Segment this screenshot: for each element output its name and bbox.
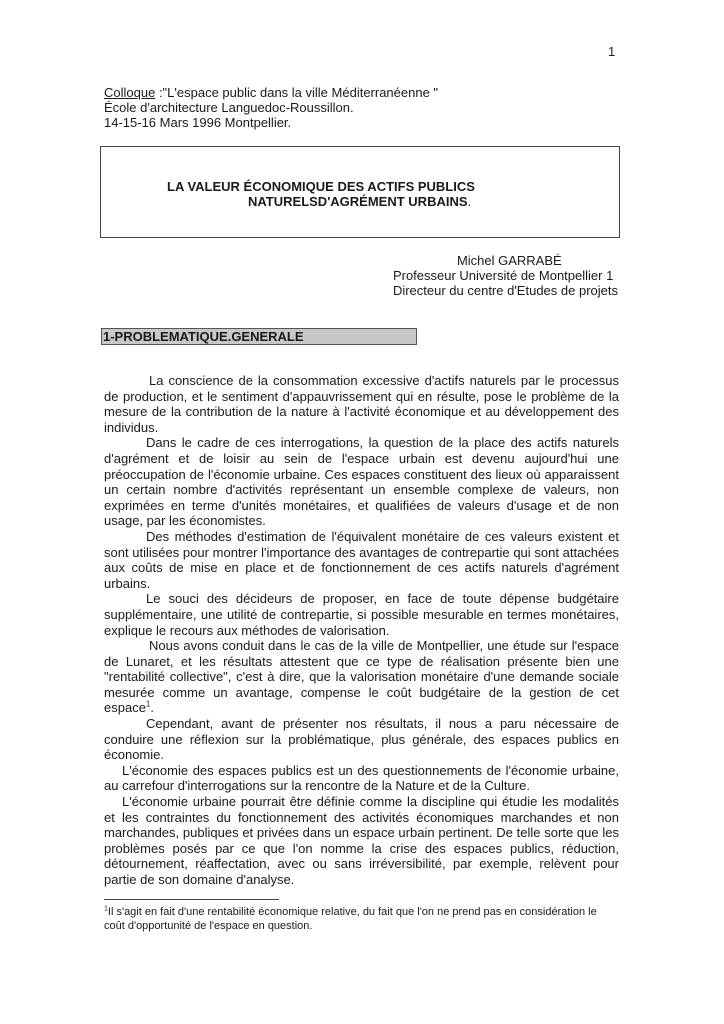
title-line-2-text: NATURELSD'AGRÉMENT URBAINS xyxy=(248,194,468,209)
paragraph: L'économie des espaces publics est un des questionnements de l'économie urbaine, au carrefour d'interrogations sur la rencontre de la Nature et de la Culture. xyxy=(104,762,619,794)
paragraph: L'économie urbaine pourrait être définie comme la discipline qui étudie les modalités et les contraintes du fonctionnement des activités économiques marchandes et non marchandes, publiques et privées dans un espace urbain pertinent. De telle sorte que les problèmes posés par ce que l'on nomme la crise des espaces publics, réduction, détournement, réaffectation, avec ou sans irréversibilité, par exemple, relèvent pour partie de son domaine d'analyse. xyxy=(104,794,619,887)
title-line-1: LA VALEUR ÉCONOMIQUE DES ACTIFS PUBLICS xyxy=(167,179,475,194)
paragraph: Dans le cadre de ces interrogations, la question de la place des actifs naturels d'agrément et de loisir au sein de l'espace urbain est devenu aujourd'hui une préoccupation de l'économie urbaine. Ces espaces constituent des lieux où apparaissent un certain nombre d'activités représentant un ensemble complexe de valeurs, non exprimées en terme d'unités monétaires, et qualifiées de valeurs d'usage et de non usage, par les économistes. xyxy=(104,435,619,529)
paragraph: Cependant, avant de présenter nos résultats, il nous a paru nécessaire de conduire une réflexion sur la problématique, plus générale, des espaces publics en économie. xyxy=(104,716,619,763)
paragraph: La conscience de la consommation excessive d'actifs naturels par le processus de production, et le sentiment d'appauvrissement qui en résulte, pose le problème de la mesure de la contribution de la nature à l'activité économique et au développement des individus. xyxy=(104,373,619,435)
conference-header xyxy=(104,85,438,130)
title-box xyxy=(100,146,620,238)
conference-line xyxy=(104,85,438,100)
body-text xyxy=(104,373,619,888)
school-line: École d'architecture Languedoc-Roussillon. xyxy=(104,100,354,115)
author-role: Directeur du centre d'Etudes de projets xyxy=(392,283,618,298)
author-position: Professeur Université de Montpellier 1 xyxy=(392,268,614,283)
section-heading: 1-PROBLEMATIQUE.GENERALE xyxy=(101,328,417,345)
footnote-number: 1 xyxy=(104,905,108,913)
title-line-2 xyxy=(248,194,471,209)
footnote-text: Il s'agit en fait d'une rentabilité économique relative, du fait que l'on ne prend pas en considération le coût d'opportunité de l'espace en question. xyxy=(104,906,597,932)
title-period: . xyxy=(467,194,472,209)
date-line: 14-15-16 Mars 1996 Montpellier. xyxy=(104,115,292,130)
footnote xyxy=(104,905,614,933)
conference-title: :"L'espace public dans la ville Méditerranéenne " xyxy=(155,85,439,100)
paragraph: Le souci des décideurs de proposer, en face de toute dépense budgétaire supplémentaire, une utilité de contrepartie, si possible mesurable en termes monétaires, explique le recours aux méthodes de valorisation. xyxy=(104,591,619,638)
colloque-label: Colloque xyxy=(104,85,156,100)
paragraph xyxy=(104,638,619,716)
author-block xyxy=(393,253,618,298)
page-number: 1 xyxy=(608,44,616,59)
author-name: Michel GARRABÉ xyxy=(456,253,562,268)
footnote-marker: 1 xyxy=(145,700,151,710)
paragraph-end: . xyxy=(150,700,154,716)
paragraph-text: Nous avons conduit dans le cas de la ville de Montpellier, une étude sur l'espace de Lunaret, et les résultats attestent que ce type de réalisation présente bien une "rentabilité collective", c'est à dire, que la valorisation monétaire d'une demande sociale mesurée comme un avantage, compense le coût budgétaire de la gestion de cet espace xyxy=(104,638,619,716)
paragraph: Des méthodes d'estimation de l'équivalent monétaire de ces valeurs existent et sont utilisées pour montrer l'importance des avantages de contrepartie qui sont attachées aux coûts de mise en place et de fonctionnement de ces actifs naturels d'agrément urbains. xyxy=(104,528,619,591)
footnote-separator xyxy=(104,899,279,900)
